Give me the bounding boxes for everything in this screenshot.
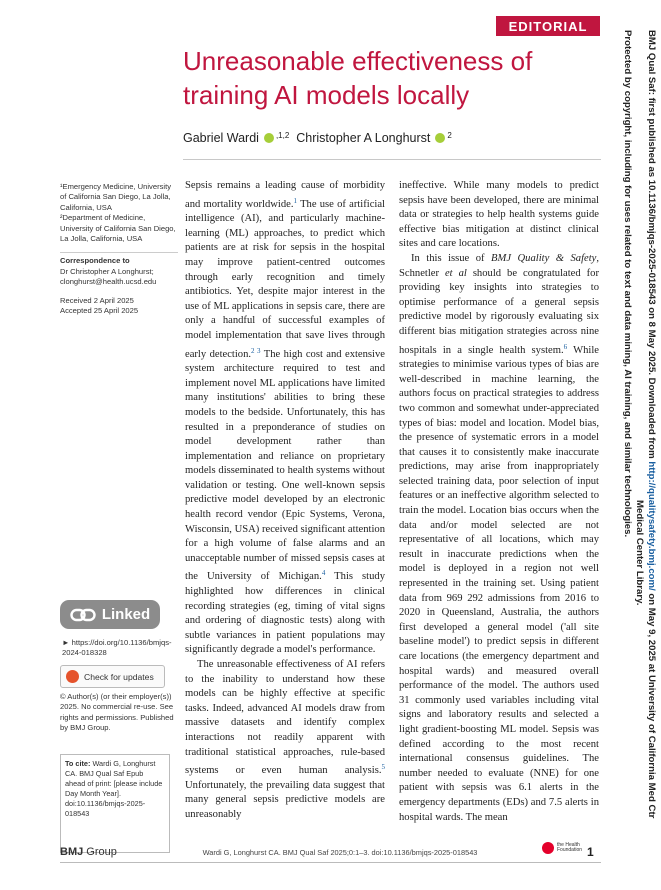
- copyright-notice: © Author(s) (or their employer(s)) 2025. No commercial re-use. See rights and permissions. Published by BMJ Group.: [60, 692, 174, 733]
- correspondence-heading: Correspondence to: [60, 256, 130, 266]
- author-name[interactable]: Gabriel Wardi: [183, 131, 259, 145]
- affiliation: ¹Emergency Medicine, University of California San Diego, La Jolla, California, USA: [60, 182, 171, 212]
- check-for-updates-button[interactable]: [60, 665, 165, 688]
- bmj-group-logo: [60, 846, 117, 858]
- linked-article-doi[interactable]: ► https://doi.org/10.1136/bmjqs-2024-018328: [62, 638, 172, 658]
- footer-citation: Wardi G, Longhurst CA. BMJ Qual Saf 2025;0:1–3. doi:10.1136/bmjqs-2025-018543: [202, 848, 478, 857]
- margin-line: Protected by copyright, including for uses related to text and data mining, AI training, and similar technologies.: [622, 30, 633, 538]
- text-run: The unreasonable effectiveness of AI refers to the inability to understand how these models can be highly effective at specific tasks. Indeed, advanced AI models draw from massive datasets and identify complex interactions not readily apparent with traditional statistical approaches, rule-based systems or even human analysis.: [185, 659, 385, 777]
- orcid-icon[interactable]: [264, 133, 274, 143]
- text-run: et al: [444, 267, 467, 279]
- text-run: on May 9, 2025 at University of California Med Ctr: [646, 593, 657, 819]
- crossmark-icon: [66, 670, 79, 683]
- health-foundation-text: the Health Foundation: [557, 841, 583, 853]
- brand-bold: BMJ: [60, 846, 84, 858]
- text-run: While strategies to minimise various types of bias are well-described in machine learning, the authors focus on practical strategies to address two common and somewhat under-appreciated types of bias: model and location. Model bias, the presence of systematic errors in a model that causes it to consistently make inaccurate predictions, may arise from inappropriately selected training data, poor selection of input features or an ineffective algorithm selected to train the model. Location bias occurs when the data and/or model selected are not representative of all locations, which may result in inaccurate predictions when the model is deployed in a region not well represented in the training set. Using patient data from 969 292 admissions from 2016 to 2020 in Queensland, Australia, the authors first developed a general model ('all site baseline model') to predict sepsis in different care locations (the emergency department and hospital wards) and measured overall performance of the model. The authors used 31 commonly used variables including vital signs and laboratory results and selected a light gradient-boosting ML model. Sepsis was defined according to the most recent international consensus guidelines. The number needed to evaluate (NNE) for one patient with sepsis was 6.1 alerts in the emergency departments (EDs) and 7.5 alerts in hospital wards. The mean: [399, 344, 599, 823]
- margin-download-notice: [605, 30, 657, 890]
- text-run: Unfortunately, the prevailing data suggest that many general sepsis predictive models are unreasonably: [185, 779, 385, 820]
- check-for-updates-label: Check for updates: [84, 671, 154, 682]
- paragraph: [399, 252, 599, 825]
- cite-text: Wardi G, Longhurst CA. BMJ Qual Saf Epub ahead of print: [please include Day Month Year]. doi:10.1136/bmjqs-2025-018543: [65, 759, 163, 818]
- reference-marker[interactable]: 5: [381, 763, 385, 772]
- section-label: EDITORIAL: [496, 16, 600, 36]
- author-affiliation-sup: ,1,2: [275, 131, 290, 140]
- text-run: In this issue of: [411, 252, 485, 264]
- cite-heading: To cite:: [65, 759, 91, 768]
- linked-label: Linked: [101, 606, 151, 623]
- paragraph: [185, 179, 385, 658]
- margin-line: [645, 30, 657, 890]
- reference-marker[interactable]: 2 3: [251, 346, 261, 355]
- orcid-icon[interactable]: [435, 133, 445, 143]
- brand-rest: Group: [86, 846, 117, 858]
- health-foundation-logo: [542, 842, 587, 854]
- body-column-left: [185, 179, 385, 823]
- correspondence-name: Dr Christopher A Longhurst;: [60, 266, 154, 276]
- text-run: BMJ Qual Saf: first published as 10.1136/bmjqs-2025-018543 on 8 May 2025. Downloaded from: [646, 30, 657, 459]
- citation-box: [60, 754, 170, 853]
- site-link[interactable]: http://qualitysafety.bmj.com/: [646, 461, 657, 591]
- text-run: , Schnetler: [399, 252, 600, 279]
- article-sidebar: [60, 182, 178, 324]
- author-list: [183, 131, 603, 145]
- health-foundation-icon: [542, 842, 554, 854]
- text-run: The high cost and extensive system architecture required to test and implement novel ML applications have limited many institutions' abilities to bring these models to the bedside. Unfortunately, this has resulted in a preponderance of studies on model development rather than implementation and reliance on proprietary models disseminated to health systems without validation or testing. One well-known sepsis predictive model developed by an electronic health record vendor (Epic Systems, Verona, Wisconsin, USA) received significant attention for a high volume of false alarms and an unacceptable number of missed sepsis cases at the University of Michigan.: [185, 348, 385, 583]
- page-number: 1: [587, 845, 594, 859]
- text-run: Sepsis remains a leading cause of morbidity and mortality worldwide.: [185, 180, 385, 210]
- chain-link-icon: [70, 608, 96, 622]
- journal-name: BMJ Quality & Safety: [491, 252, 597, 264]
- linked-badge[interactable]: [60, 600, 160, 629]
- author-affiliation-sup: 2: [447, 131, 452, 140]
- margin-line: Medical Center Library.: [634, 500, 645, 606]
- text-run: This study highlighted how differences in clinical recording strategies (eg, timing of vital signs and ordering of diagnostic tests) along with subtle variances in patient populations may significantly degrade a model's performance.: [185, 571, 385, 656]
- divider: [183, 159, 601, 160]
- reference-marker[interactable]: 6: [563, 342, 568, 351]
- accepted-date: Accepted 25 April 2025: [60, 306, 139, 316]
- paragraph: ineffective. While many models to predict sepsis have been developed, there are minimal data or strategies to help health systems guide effective bias mitigation at distinct clinical sites and care locations.: [399, 180, 599, 250]
- reference-marker[interactable]: 4: [321, 569, 326, 578]
- affiliation: ²Department of Medicine, University of California San Diego, La Jolla, California, USA: [60, 213, 176, 244]
- correspondence-email[interactable]: clonghurst@health.ucsd.edu: [60, 277, 157, 287]
- body-column-right: [399, 179, 599, 825]
- paragraph: [185, 658, 385, 823]
- reference-marker[interactable]: 1: [293, 196, 298, 205]
- text-run: The use of artificial intelligence (AI), and particularly machine-learning (ML) approaches, to predict which patients are at risk for sepsis in the hospital may improve patient-centred outcomes through early recognition and timely antibiotics. Yet, despite major interest in the use of ML applications in sepsis care, there are only a handful of successful examples of model implementation that save lives through early detection.: [185, 198, 385, 360]
- divider: [60, 862, 601, 863]
- author-name[interactable]: Christopher A Longhurst: [296, 131, 431, 145]
- text-run: should be congratulated for providing key insights into strategies to optimise performance of a general sepsis predictive model by rigorously evaluating six different bias mitigation strategies across nine hospitals in a single health system.: [399, 267, 599, 356]
- article-title: Unreasonable effectiveness of training AI models locally: [183, 46, 533, 110]
- divider: [60, 252, 178, 253]
- received-date: Received 2 April 2025: [60, 295, 134, 305]
